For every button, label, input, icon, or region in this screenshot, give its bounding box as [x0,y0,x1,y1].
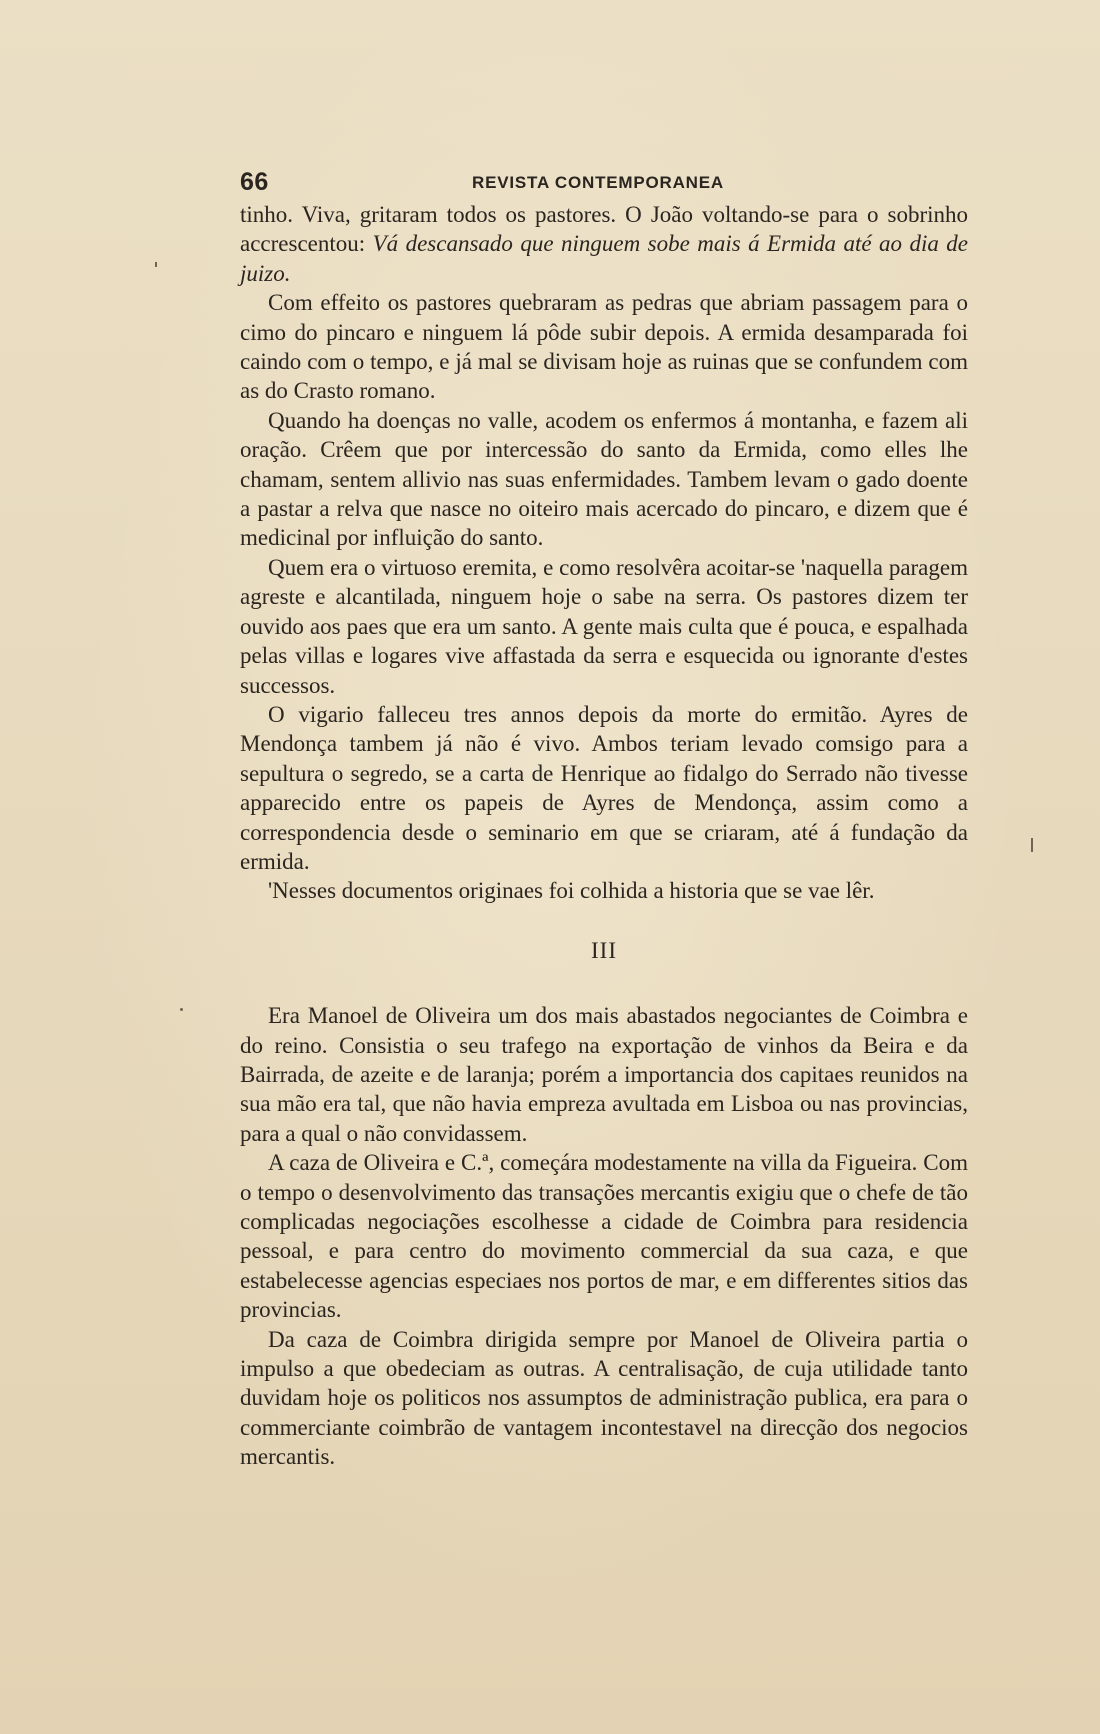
paragraph: O vigario falleceu tres annos depois da morte do ermitão. Ayres de Mendonça tambem já não é vivo. Ambos teriam levado comsigo para a sepultura o segredo, se a carta de Henrique ao fidalgo do Serrado não tivesse apparecido entre os papeis de Ayres de Mendonça, assim como a correspondencia desde o seminario em que se criaram, até á fundação da ermida. [240,701,968,874]
paragraph: 'Nesses documentos originaes foi colhida a historia que se vae lêr. [268,878,875,904]
paragraph: Quem era o virtuoso eremita, e como resolvêra acoitar-se 'naquella paragem agreste e alcantilada, ninguem hoje o sabe na serra. Os pastores dizem ter ouvido aos paes que era um santo. A gente mais culta que é pouca, e espalhada pelas villas e logares vive affastada da serra e esquecida ou ignorante d'estes successos. [240,554,968,698]
body-text [240,200,968,1472]
paragraph-continued [240,200,968,288]
running-title: REVISTA CONTEMPORANEA [472,173,724,192]
text-column [240,160,968,1472]
italic-quote: Vá descansado que ninguem sobe mais á Ermida até ao dia de juizo. [240,231,968,286]
section-heading: III [591,937,617,963]
paragraph: Era Manoel de Oliveira um dos mais abastados negociantes de Coimbra e do reino. Consistia o seu trafego na exportação de vinhos da Beira e da Bairrada, de azeite e de laranja; porém a importancia dos capitaes reunidos na sua mão era tal, que não havia empreza avultada em Lisboa ou nas provincias, para a qual o não convidassem. [240,1003,968,1146]
page-speck [180,1008,183,1011]
paragraph-text: tinho. Viva, gritaram todos os pastores. O João voltando-se para o sobrinho accrescentou: [240,202,968,257]
paragraph: A caza de Oliveira e C.ª, começára modestamente na villa da Figueira. Com o tempo o desenvolvimento das transações mercantis exigiu que o chefe de tão complicadas negociações escolhesse a cidade de Coimbra para residencia pessoal, e para centro do movimento commercial da sua caza, e que estabelecesse agencias especiaes nos portos de mar, e em differentes sitios das provincias. [240,1150,968,1323]
page-header [240,160,968,200]
page-speck [1031,838,1033,852]
paragraph: Da caza de Coimbra dirigida sempre por Manoel de Oliveira partia o impulso a que obedeciam as outras. A centralisação, de cuja utilidade tanto duvidam hoje os politicos nos assumptos de administração publica, era para o commerciante coimbrão de vantagem incontestavel na direcção dos negocios mercantis. [240,1326,968,1470]
page-number: 66 [240,168,269,196]
paragraph: Quando ha doenças no valle, acodem os enfermos á montanha, e fazem ali oração. Crêem que por intercessão do santo da Ermida, como elles lhe chamam, sentem allivio nas suas enfermidades. Tambem levam o gado doente a pastar a relva que nasce no oiteiro mais acercado do pincaro, e dizem que é medicinal por influição do santo. [240,407,968,551]
paragraph: Com effeito os pastores quebraram as pedras que abriam passagem para o cimo do pincaro e ninguem lá pôde subir depois. A ermida desamparada foi caindo com o tempo, e já mal se divisam hoje as ruinas que se confundem com as do Crasto romano. [240,290,968,404]
page-speck [155,262,157,267]
